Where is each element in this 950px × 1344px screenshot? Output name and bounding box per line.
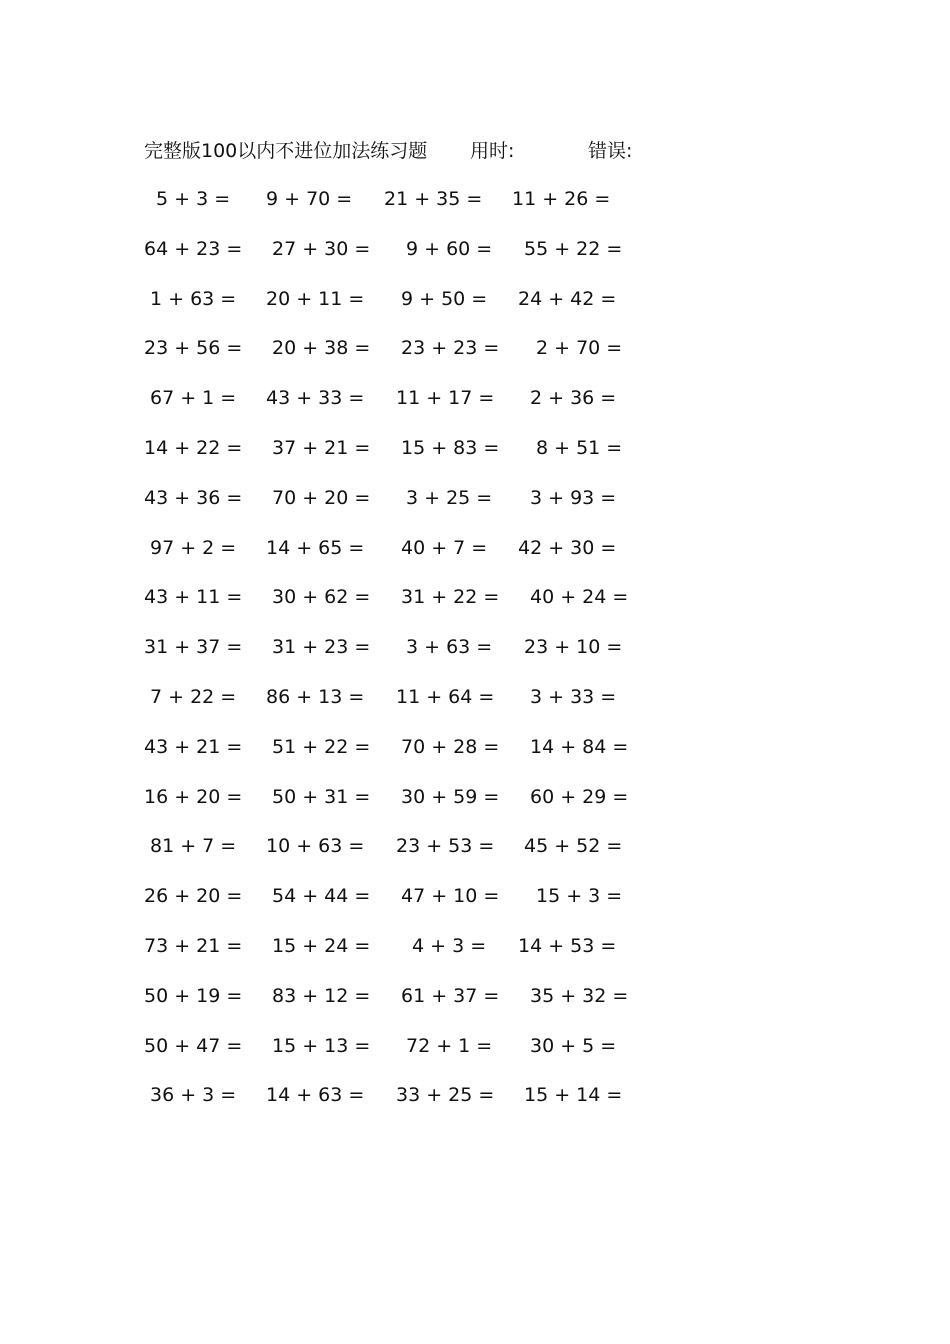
problem-item: 97 + 2 = [150, 536, 237, 559]
problem-item: 43 + 11 = [144, 586, 243, 609]
worksheet-title: 完整版100以内不进位加法练习题 [144, 140, 428, 162]
problem-item: 35 + 32 = [530, 984, 629, 1007]
problem-item: 7 + 22 = [150, 686, 237, 708]
problem-item: 27 + 30 = [272, 237, 371, 260]
problem-item: 30 + 5 = [530, 1034, 617, 1057]
problem-item: 64 + 23 = [144, 237, 243, 260]
problem-item: 9 + 50 = [401, 287, 488, 310]
problem-item: 73 + 21 = [144, 935, 243, 957]
problem-item: 26 + 20 = [144, 885, 243, 908]
problem-item: 3 + 93 = [530, 486, 617, 509]
problem-item: 21 + 35 = [384, 188, 483, 210]
problem-item: 1 + 63 = [150, 287, 237, 310]
problem-item: 3 + 63 = [406, 636, 493, 659]
problem-item: 23 + 10 = [524, 636, 623, 659]
problem-item: 37 + 21 = [272, 437, 371, 459]
problem-item: 55 + 22 = [524, 237, 623, 260]
problem-item: 30 + 62 = [272, 586, 371, 609]
problem-item: 24 + 42 = [518, 287, 617, 310]
problem-item: 15 + 14 = [524, 1084, 623, 1107]
problem-item: 11 + 26 = [512, 188, 611, 210]
problem-item: 70 + 20 = [272, 486, 371, 509]
time-label: 用时: [470, 140, 515, 162]
problem-item: 40 + 7 = [401, 536, 488, 559]
problem-item: 15 + 13 = [272, 1034, 371, 1057]
problem-item: 23 + 23 = [401, 337, 500, 360]
problem-item: 50 + 47 = [144, 1034, 243, 1057]
problem-item: 81 + 7 = [150, 835, 237, 858]
problem-item: 4 + 3 = [412, 935, 487, 957]
problem-item: 23 + 56 = [144, 337, 243, 360]
problem-item: 43 + 36 = [144, 486, 243, 509]
problem-item: 45 + 52 = [524, 835, 623, 858]
problem-item: 23 + 53 = [396, 835, 495, 858]
problem-item: 54 + 44 = [272, 885, 371, 908]
problem-item: 15 + 83 = [401, 437, 500, 459]
problem-item: 20 + 11 = [266, 287, 365, 310]
problem-item: 15 + 24 = [272, 935, 371, 957]
problem-item: 42 + 30 = [518, 536, 617, 559]
problem-item: 14 + 65 = [266, 536, 365, 559]
problem-item: 2 + 70 = [536, 337, 623, 360]
problem-item: 72 + 1 = [406, 1034, 493, 1057]
problem-item: 5 + 3 = [156, 188, 231, 210]
problem-item: 31 + 22 = [401, 586, 500, 609]
problem-item: 8 + 51 = [536, 437, 623, 459]
problem-item: 14 + 63 = [266, 1084, 365, 1107]
problem-item: 31 + 23 = [272, 636, 371, 659]
problem-item: 67 + 1 = [150, 387, 237, 410]
error-label: 错误: [588, 140, 633, 162]
problem-item: 31 + 37 = [144, 636, 243, 659]
problem-item: 11 + 17 = [396, 387, 495, 410]
problem-item: 43 + 21 = [144, 735, 243, 758]
problem-item: 47 + 10 = [401, 885, 500, 908]
problem-item: 16 + 20 = [144, 785, 243, 808]
problem-item: 51 + 22 = [272, 735, 371, 758]
problem-item: 50 + 19 = [144, 984, 243, 1007]
problem-item: 40 + 24 = [530, 586, 629, 609]
problem-item: 20 + 38 = [272, 337, 371, 360]
problem-item: 60 + 29 = [530, 785, 629, 808]
problem-item: 9 + 60 = [406, 237, 493, 260]
problem-item: 11 + 64 = [396, 686, 495, 708]
problem-item: 43 + 33 = [266, 387, 365, 410]
problem-item: 2 + 36 = [530, 387, 617, 410]
problem-item: 70 + 28 = [401, 735, 500, 758]
problem-item: 14 + 53 = [518, 935, 617, 957]
problem-item: 36 + 3 = [150, 1084, 237, 1107]
problem-item: 61 + 37 = [401, 984, 500, 1007]
problem-item: 9 + 70 = [266, 188, 353, 210]
problem-item: 14 + 22 = [144, 437, 243, 459]
problem-item: 50 + 31 = [272, 785, 371, 808]
problem-item: 86 + 13 = [266, 686, 365, 708]
problem-item: 15 + 3 = [536, 885, 623, 908]
problem-item: 33 + 25 = [396, 1084, 495, 1107]
problem-item: 83 + 12 = [272, 984, 371, 1007]
problem-item: 14 + 84 = [530, 735, 629, 758]
problem-item: 3 + 25 = [406, 486, 493, 509]
problem-item: 30 + 59 = [401, 785, 500, 808]
problem-item: 3 + 33 = [530, 686, 617, 708]
problem-item: 10 + 63 = [266, 835, 365, 858]
